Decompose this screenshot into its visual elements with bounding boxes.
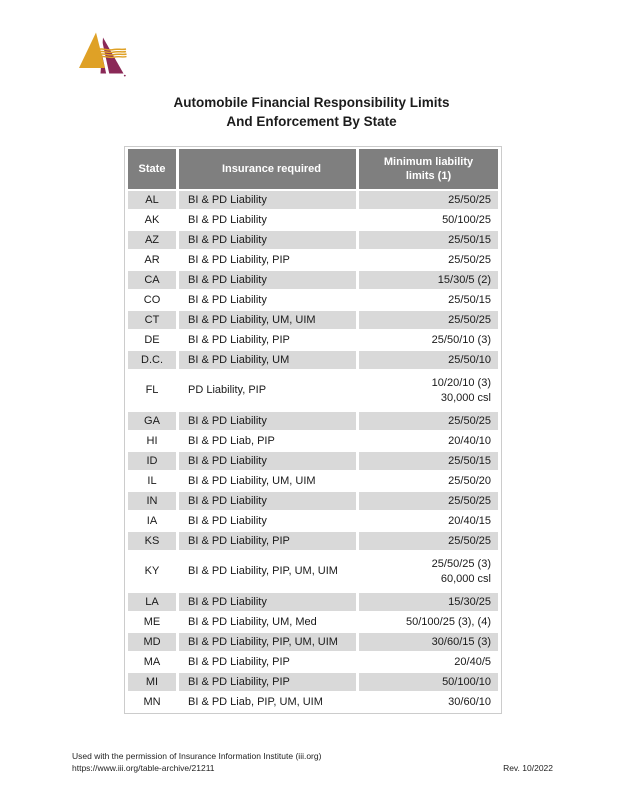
- page-footer: [72, 750, 553, 774]
- minimum-limits-cell: 25/50/25: [359, 191, 498, 209]
- minimum-limits-cell: 25/50/25: [359, 492, 498, 510]
- minimum-limits-cell: 50/100/25 (3), (4): [359, 613, 498, 631]
- minimum-limits-cell: [359, 371, 498, 410]
- state-cell: KS: [128, 532, 176, 550]
- state-cell: GA: [128, 412, 176, 430]
- table-row: [128, 432, 498, 450]
- minimum-limits-cell: 25/50/25: [359, 412, 498, 430]
- state-cell: IL: [128, 472, 176, 490]
- minimum-limits-cell: 20/40/15: [359, 512, 498, 530]
- state-cell: ID: [128, 452, 176, 470]
- insurance-required-cell: BI & PD Liability, PIP: [179, 532, 356, 550]
- footer-attribution: [72, 750, 321, 774]
- footer-permission-text: Used with the permission of Insurance Information Institute (iii.org): [72, 751, 322, 761]
- table-row: [128, 673, 498, 691]
- table-row: [128, 653, 498, 671]
- state-cell: MN: [128, 693, 176, 711]
- minimum-limits-cell: 30/60/10: [359, 693, 498, 711]
- insurance-required-cell: BI & PD Liab, PIP: [179, 432, 356, 450]
- table-row: [128, 271, 498, 289]
- minimum-limits-cell: 25/50/20: [359, 472, 498, 490]
- footer-revision-date: Rev. 10/2022: [503, 763, 553, 773]
- minimum-limits-cell: 25/50/15: [359, 452, 498, 470]
- minimum-limits-cell: 20/40/5: [359, 653, 498, 671]
- table-row: [128, 311, 498, 329]
- insurance-required-cell: BI & PD Liability: [179, 452, 356, 470]
- state-cell: AR: [128, 251, 176, 269]
- insurance-required-cell: BI & PD Liability, PIP: [179, 331, 356, 349]
- state-cell: AK: [128, 211, 176, 229]
- table-row: [128, 552, 498, 591]
- table-row: [128, 251, 498, 269]
- state-cell: FL: [128, 371, 176, 410]
- insurance-required-cell: BI & PD Liability: [179, 191, 356, 209]
- table-row: [128, 532, 498, 550]
- state-cell: IN: [128, 492, 176, 510]
- state-cell: IA: [128, 512, 176, 530]
- insurance-required-cell: BI & PD Liability, PIP, UM, UIM: [179, 552, 356, 591]
- triangle-logo-icon: [77, 30, 127, 78]
- insurance-required-cell: BI & PD Liability: [179, 593, 356, 611]
- column-header-minimum-liability-limits: Minimum liability limits (1): [359, 149, 498, 189]
- insurance-required-cell: BI & PD Liability: [179, 492, 356, 510]
- minimum-limits-cell: 25/50/15: [359, 291, 498, 309]
- title-line-2: And Enforcement By State: [226, 114, 397, 129]
- minimum-limits-cell: 50/100/25: [359, 211, 498, 229]
- column-header-state: State: [128, 149, 176, 189]
- insurance-required-cell: BI & PD Liability, PIP, UM, UIM: [179, 633, 356, 651]
- table-row: [128, 472, 498, 490]
- minimum-limits-cell: 20/40/10: [359, 432, 498, 450]
- minimum-limits-cell: 25/50/25: [359, 251, 498, 269]
- minimum-limits-cell: [359, 552, 498, 591]
- insurance-required-cell: BI & PD Liability, UM, UIM: [179, 311, 356, 329]
- state-cell: CO: [128, 291, 176, 309]
- state-cell: DE: [128, 331, 176, 349]
- table-row: [128, 693, 498, 711]
- insurance-required-cell: BI & PD Liability: [179, 211, 356, 229]
- table-row: [128, 613, 498, 631]
- limits-line-2: 60,000 csl: [440, 572, 491, 585]
- minimum-limits-cell: 25/50/25: [359, 532, 498, 550]
- table-row: [128, 231, 498, 249]
- state-cell: AL: [128, 191, 176, 209]
- state-cell: D.C.: [128, 351, 176, 369]
- table-row: [128, 191, 498, 209]
- state-cell: HI: [128, 432, 176, 450]
- insurance-required-cell: BI & PD Liability, UM, UIM: [179, 472, 356, 490]
- insurance-required-cell: BI & PD Liability, PIP: [179, 653, 356, 671]
- minimum-limits-cell: 25/50/10 (3): [359, 331, 498, 349]
- table-row: [128, 512, 498, 530]
- state-cell: CT: [128, 311, 176, 329]
- insurance-required-cell: BI & PD Liability, UM, Med: [179, 613, 356, 631]
- liability-limits-table: [124, 146, 502, 714]
- state-cell: MI: [128, 673, 176, 691]
- insurance-required-cell: BI & PD Liability: [179, 412, 356, 430]
- iii-logo: [77, 30, 127, 78]
- table-row: [128, 211, 498, 229]
- state-cell: LA: [128, 593, 176, 611]
- table-row: [128, 412, 498, 430]
- table-row: [128, 452, 498, 470]
- minimum-limits-cell: 25/50/15: [359, 231, 498, 249]
- minimum-limits-cell: 15/30/25: [359, 593, 498, 611]
- insurance-required-cell: BI & PD Liability, UM: [179, 351, 356, 369]
- state-cell: KY: [128, 552, 176, 591]
- table-row: [128, 291, 498, 309]
- table-row: [128, 593, 498, 611]
- table-row: [128, 331, 498, 349]
- minimum-limits-cell: 15/30/5 (2): [359, 271, 498, 289]
- limits-line-1: 10/20/10 (3): [431, 376, 491, 389]
- minimum-limits-cell: 25/50/10: [359, 351, 498, 369]
- insurance-required-cell: BI & PD Liability, PIP: [179, 673, 356, 691]
- insurance-required-cell: PD Liability, PIP: [179, 371, 356, 410]
- table-header-row: [128, 149, 498, 189]
- title-line-1: Automobile Financial Responsibility Limits: [173, 95, 450, 110]
- column-header-insurance-required: Insurance required: [179, 149, 356, 189]
- minimum-limits-cell: 30/60/15 (3): [359, 633, 498, 651]
- insurance-required-cell: BI & PD Liability: [179, 231, 356, 249]
- minimum-limits-cell: 50/100/10: [359, 673, 498, 691]
- insurance-required-cell: BI & PD Liab, PIP, UM, UIM: [179, 693, 356, 711]
- state-cell: MD: [128, 633, 176, 651]
- state-cell: MA: [128, 653, 176, 671]
- state-cell: CA: [128, 271, 176, 289]
- state-cell: AZ: [128, 231, 176, 249]
- limits-line-1: 25/50/25 (3): [431, 557, 491, 570]
- footer-source-url: https://www.iii.org/table-archive/21211: [72, 763, 215, 773]
- insurance-required-cell: BI & PD Liability, PIP: [179, 251, 356, 269]
- limits-line-2: 30,000 csl: [440, 391, 491, 404]
- insurance-required-cell: BI & PD Liability: [179, 291, 356, 309]
- table-row: [128, 633, 498, 651]
- table-row: [128, 492, 498, 510]
- table-row: [128, 351, 498, 369]
- table-row: [128, 371, 498, 410]
- minimum-limits-cell: 25/50/25: [359, 311, 498, 329]
- state-cell: ME: [128, 613, 176, 631]
- page-title: [0, 93, 623, 131]
- insurance-required-cell: BI & PD Liability: [179, 512, 356, 530]
- insurance-required-cell: BI & PD Liability: [179, 271, 356, 289]
